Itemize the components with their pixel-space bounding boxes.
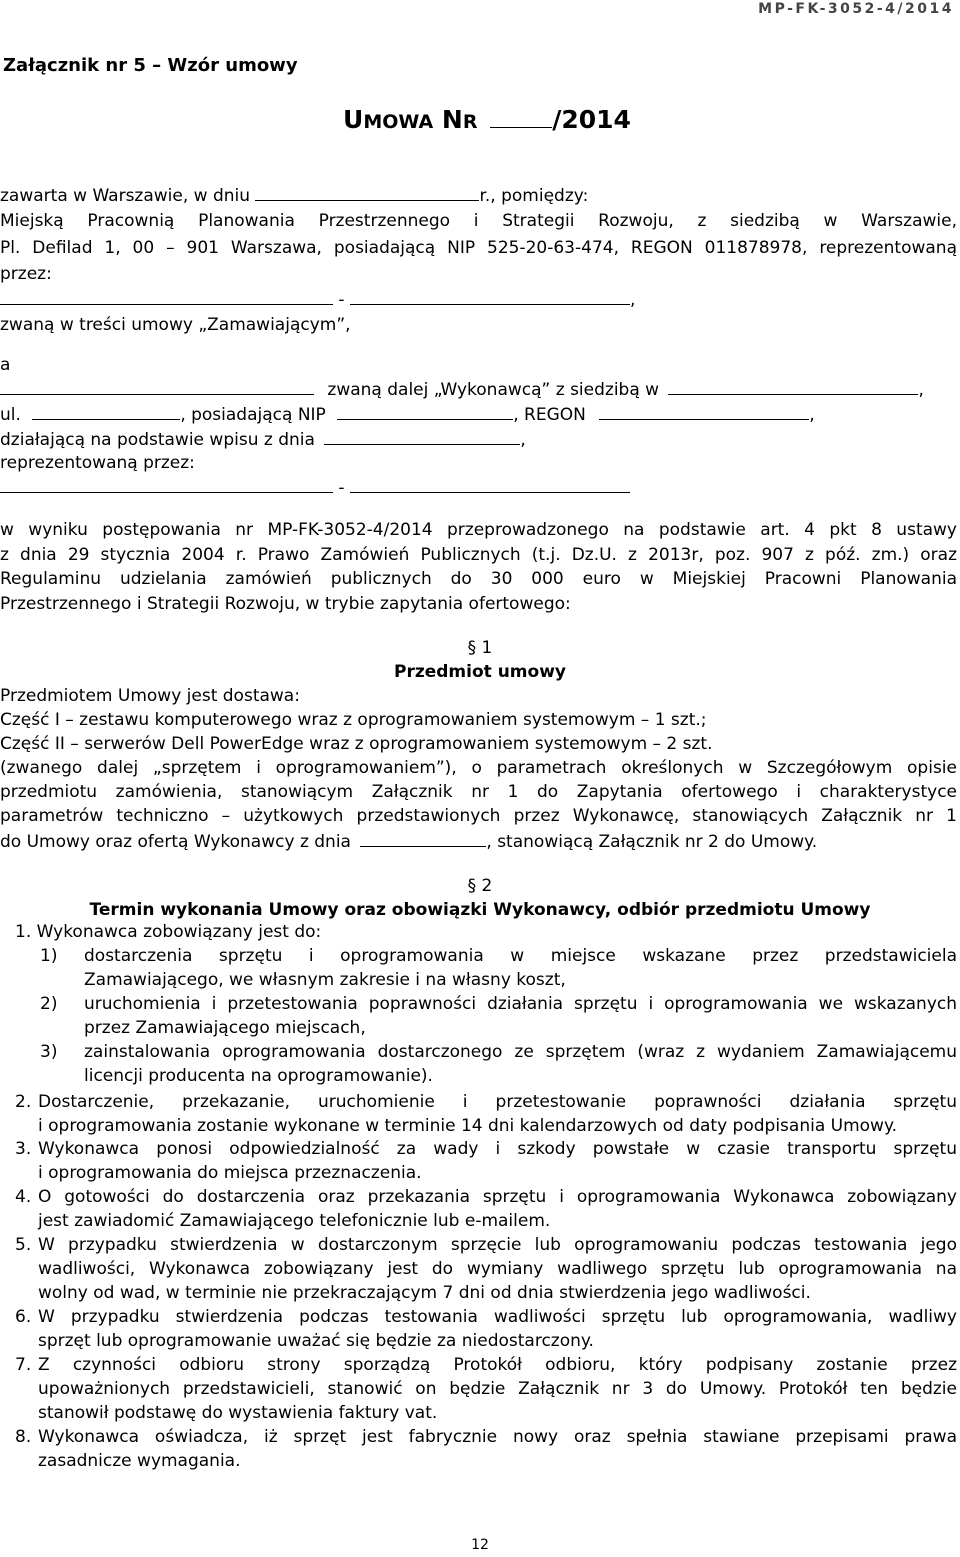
attachment-title: Załącznik nr 5 – Wzór umowy (3, 55, 298, 76)
section-1-intro: Przedmiotem Umowy jest dostawa: (0, 686, 300, 706)
section-1-part-1: Część I – zestawu komputerowego wraz z oprogramowaniem systemowym – 1 szt.; (0, 710, 707, 730)
legal-basis-line-3: Regulaminu udzielania zamówień publicznych do 30 000 euro w Miejskiej Pracowni Planowania (0, 569, 957, 589)
section-1-desc-1: (zwanego dalej „sprzętem i oprogramowaniem”), o parametrach określonych w Szczegółowym opisie (0, 758, 957, 778)
item-7-line-2: upoważnionych przedstawicieli, stanowić on będzie Załącznik nr 3 do Umowy. Protokół ten będzie (38, 1379, 957, 1399)
contractor-line-1: zwaną dalej „Wykonawcą” z siedzibą w , (0, 380, 957, 399)
item-5-line-3: wolny od wad, w terminie nie przekraczającym 7 dni od dnia stwierdzenia jego wadliwości. (38, 1283, 811, 1303)
item-2-line-2: i oprogramowania zostanie wykonane w terminie 14 dni kalendarzowych od daty podpisania Umowy. (38, 1116, 897, 1136)
item-6-number: 6. (15, 1307, 32, 1327)
contractor-name-blank (0, 380, 314, 395)
item-4-line-1: O gotowości do dostarczenia oraz przekazania sprzętu i oprogramowania Wykonawca zobowiązany (38, 1187, 957, 1207)
regon-blank (599, 405, 809, 420)
document-code: MP-FK-3052-4/2014 (758, 1, 954, 17)
section-1-title: Przedmiot umowy (394, 662, 566, 682)
item-8-number: 8. (15, 1427, 32, 1447)
section-1-part-2: Część II – serwerów Dell PowerEdge wraz z oprogramowaniem systemowym – 2 szt. (0, 734, 713, 754)
item-1-3-line-2: licencji producenta na oprogramowanie). (84, 1066, 433, 1086)
legal-basis-line-2: z dnia 29 stycznia 2004 r. Prawo Zamówień Publicznych (t.j. Dz.U. z 2013r, poz. 907 z póź. zm.) oraz (0, 545, 957, 565)
item-8-line-1: Wykonawca oświadcza, iż sprzęt jest fabrycznie nowy oraz spełnia stawiane przepisami prawa (38, 1427, 957, 1447)
orderer-line-1: Miejską Pracownią Planowania Przestrzennego i Strategii Rozwoju, z siedzibą w Warszawie, (0, 211, 957, 231)
item-4-number: 4. (15, 1187, 32, 1207)
section-1-number: § 1 (467, 638, 493, 658)
item-7-number: 7. (15, 1355, 32, 1375)
item-3-line-2: i oprogramowania do miejsca przeznaczenia. (38, 1163, 422, 1183)
item-7-line-1: Z czynności odbioru strony sporządzą Protokół odbioru, który podpisany zostanie przez (38, 1355, 957, 1375)
contractor-line-4: reprezentowaną przez: (0, 453, 195, 473)
section-1-desc-2: przedmiotu zamówienia, stanowiącym Załącznik nr 1 do Zapytania ofertowego i charakterystyce (0, 782, 957, 802)
item-3-number: 3. (15, 1139, 32, 1159)
orderer-representatives-line: - , (0, 290, 635, 309)
item-1-1-line-2: Zamawiającego, we własnym zakresie i na własny koszt, (84, 970, 566, 990)
page-number: 12 (471, 1537, 489, 1553)
orderer-line-2: Pl. Defilad 1, 00 – 901 Warszawa, posiadającą NIP 525-20-63-474, REGON 011878978, reprezentowaną (0, 238, 957, 258)
contractor-representatives-line: - (0, 478, 630, 497)
item-1-1-line-1: dostarczenia sprzętu i oprogramowania w miejsce wskazane przez przedstawiciela (84, 946, 957, 966)
item-5-line-2: wadliwości, Wykonawca zobowiązany jest do wymiany wadliwego sprzętu lub oprogramowania na (38, 1259, 957, 1279)
contractor-rep-blank-2 (350, 478, 630, 493)
contractor-seat-blank (668, 380, 918, 395)
section-2-title: Termin wykonania Umowy oraz obowiązki Wykonawcy, odbiór przedmiotu Umowy (89, 900, 871, 920)
offer-date-blank (360, 832, 486, 847)
item-2-line-1: Dostarczenie, przekazanie, uruchomienie i przetestowanie poprawności działania sprzętu (38, 1092, 957, 1112)
orderer-line-3: przez: (0, 264, 52, 284)
item-5-number: 5. (15, 1235, 32, 1255)
representative-blank-2 (350, 290, 630, 305)
registry-date-blank (324, 430, 520, 445)
contract-number-blank (490, 113, 552, 128)
legal-basis-line-1: w wyniku postępowania nr MP-FK-3052-4/2014 przeprowadzonego na podstawie art. 4 pkt 8 ustawy (0, 520, 957, 540)
item-1-2-number: 2) (40, 994, 58, 1014)
contract-date-line: zawarta w Warszawie, w dniu r., pomiędzy: (0, 186, 589, 206)
item-5-line-1: W przypadku stwierdzenia w dostarczonym sprzęcie lub oprogramowaniu podczas testowania jego (38, 1235, 957, 1255)
contractor-rep-blank-1 (0, 478, 333, 493)
orderer-name-line: zwaną w treści umowy „Zamawiającym”, (0, 315, 351, 335)
legal-basis-line-4: Przestrzennego i Strategii Rozwoju, w trybie zapytania ofertowego: (0, 594, 571, 614)
date-blank (255, 186, 479, 201)
item-1-3-number: 3) (40, 1042, 58, 1062)
item-7-line-3: stanowił podstawę do wystawienia faktury vat. (38, 1403, 438, 1423)
item-1-3-line-1: zainstalowania oprogramowania dostarczonego ze sprzętem (wraz z wydaniem Zamawiającemu (84, 1042, 957, 1062)
street-blank (32, 405, 180, 420)
contract-title: UMOWA NR /2014 (343, 105, 631, 134)
item-1-1-number: 1) (40, 946, 58, 966)
section-2-number: § 2 (467, 876, 493, 896)
representative-blank-1 (0, 290, 333, 305)
item-4-line-2: jest zawiadomić Zamawiającego telefonicznie lub e-mailem. (38, 1211, 551, 1231)
item-1-2-line-1: uruchomienia i przetestowania poprawności działania sprzętu i oprogramowania we wskazanych (84, 994, 957, 1014)
section-1-desc-3: parametrów techniczno – użytkowych przedstawionych przez Wykonawcę, stanowiących Załącznik nr 1 (0, 806, 957, 826)
item-6-line-2: sprzęt lub oprogramowanie uważać się będzie za niedostarczony. (38, 1331, 594, 1351)
conjunction-a: a (0, 355, 11, 375)
section-2-item-1: 1. Wykonawca zobowiązany jest do: (15, 922, 322, 942)
item-6-line-1: W przypadku stwierdzenia podczas testowania wadliwości sprzętu lub oprogramowania, wadliwy (38, 1307, 957, 1327)
item-8-line-2: zasadnicze wymagania. (38, 1451, 241, 1471)
contractor-line-3: działającą na podstawie wpisu z dnia , (0, 430, 526, 450)
nip-blank (337, 405, 513, 420)
item-1-2-line-2: przez Zamawiającego miejscach, (84, 1018, 366, 1038)
item-3-line-1: Wykonawca ponosi odpowiedzialność za wady i szkody powstałe w czasie transportu sprzętu (38, 1139, 957, 1159)
contractor-line-2: ul. , posiadającą NIP , REGON , (0, 405, 815, 425)
item-2-number: 2. (15, 1092, 32, 1112)
section-1-desc-4: do Umowy oraz ofertą Wykonawcy z dnia , stanowiącą Załącznik nr 2 do Umowy. (0, 832, 818, 852)
